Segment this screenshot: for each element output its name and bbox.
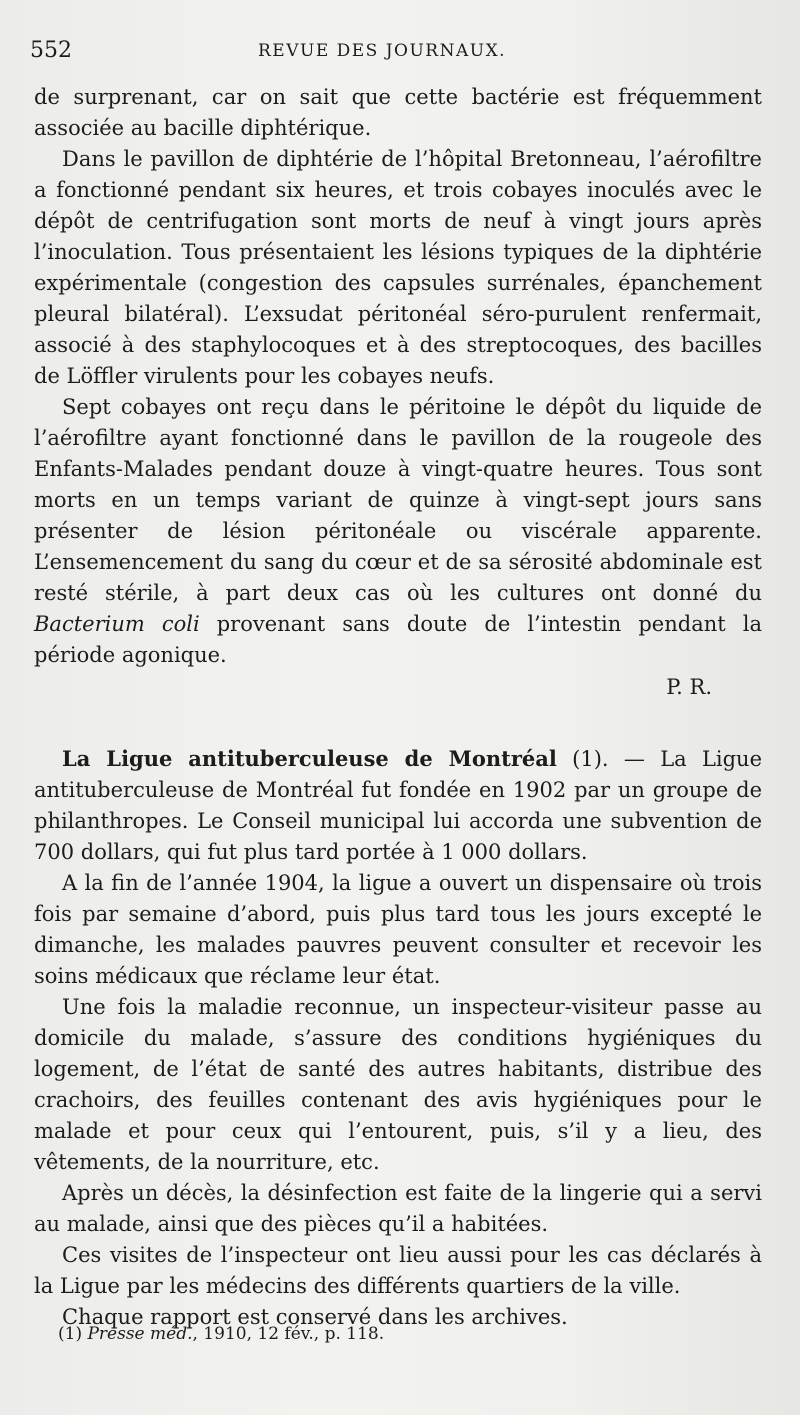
paragraph-rougeole [34, 392, 762, 671]
page-header [30, 38, 750, 72]
article-title: La Ligue antituberculeuse de Montréal [62, 746, 557, 771]
footnote [58, 1322, 758, 1346]
paragraph-continuation: de surprenant, car on sait que cette bactérie est fréquemment associée au bacille diphtérique. [34, 85, 762, 140]
running-head: REVUE DES JOURNAUX. [258, 41, 507, 61]
footnote-reference: (1). — [556, 747, 661, 771]
footnote-citation: , 1910, 12 fév., p. 118. [192, 1324, 385, 1344]
footnote-source: Presse méd. [87, 1324, 193, 1344]
text-fragment: provenant sans doute de l’intestin pendant la période agonique. [34, 612, 762, 667]
text-fragment: La Ligue antituberculeuse de Montréal fut fondée en 1902 par un groupe de philanthropes. Le Conseil municipal lui accorda une subvention de 700 dollars, qui fut plus tard portée à 1 000 dollars. [34, 747, 763, 864]
footnote-marker: (1) [58, 1324, 88, 1344]
paragraph-inspecteur: Une fois la maladie reconnue, un inspecteur-visiteur passe au domicile du malade, s’assure des conditions hygiéniques du logement, de l’état de santé des autres habitants, distribue des crachoirs, des feuilles contenant des avis hygiéniques pour le malade et pour ceux qui l’entourent, puis, s’il y a lieu, des vêtements, de la nourriture, etc. [34, 995, 762, 1174]
paragraph-visites: Ces visites de l’inspecteur ont lieu aussi pour les cas déclarés à la Ligue par les médecins des différents quartiers de la ville. [34, 1243, 762, 1298]
body-text [34, 82, 762, 1333]
author-signature: P. R. [666, 675, 712, 699]
page-number: 552 [30, 38, 72, 63]
paragraph-rapport: Chaque rapport est conservé dans les archives. [62, 1305, 568, 1329]
paragraph-dispensaire: A la fin de l’année 1904, la ligue a ouvert un dispensaire où trois fois par semaine d’abord, puis plus tard tous les jours excepté le dimanche, les malades pauvres peuvent consulter et recevoir les soins médicaux que réclame leur état. [34, 871, 762, 988]
paragraph-bretonneau: Dans le pavillon de diphtérie de l’hôpital Bretonneau, l’aérofiltre a fonctionné pendant six heures, et trois cobayes inoculés avec le dépôt de centrifugation sont morts de neuf à vingt jours après l’inoculation. Tous présentaient les lésions typiques de la diphtérie expérimentale (congestion des capsules surrénales, épanchement pleural bilatéral). L’exsudat péritonéal séro-purulent renfermait, associé à des staphylocoques et à des streptocoques, des bacilles de Löffler virulents pour les cobayes neufs. [34, 147, 762, 388]
paragraph-ligue-intro [34, 743, 762, 868]
text-fragment: Sept cobayes ont reçu dans le péritoine le dépôt du liquide de l’aérofiltre ayant fonctionné dans le pavillon de la rougeole des Enfants-Malades pendant douze à vingt-quatre heures. Tous sont morts en un temps variant de quinze à vingt-sept jours sans présenter de lésion péritonéale ou viscérale apparente. L’ensemencement du sang du cœur et de sa sérosité abdominale est resté stérile, à part deux cas où les cultures ont donné du [34, 395, 762, 605]
paragraph-deces: Après un décès, la désinfection est faite de la lingerie qui a servi au malade, ainsi que des pièces qu’il a habitées. [34, 1181, 762, 1236]
bacterium-name: Bacterium coli [34, 612, 200, 636]
